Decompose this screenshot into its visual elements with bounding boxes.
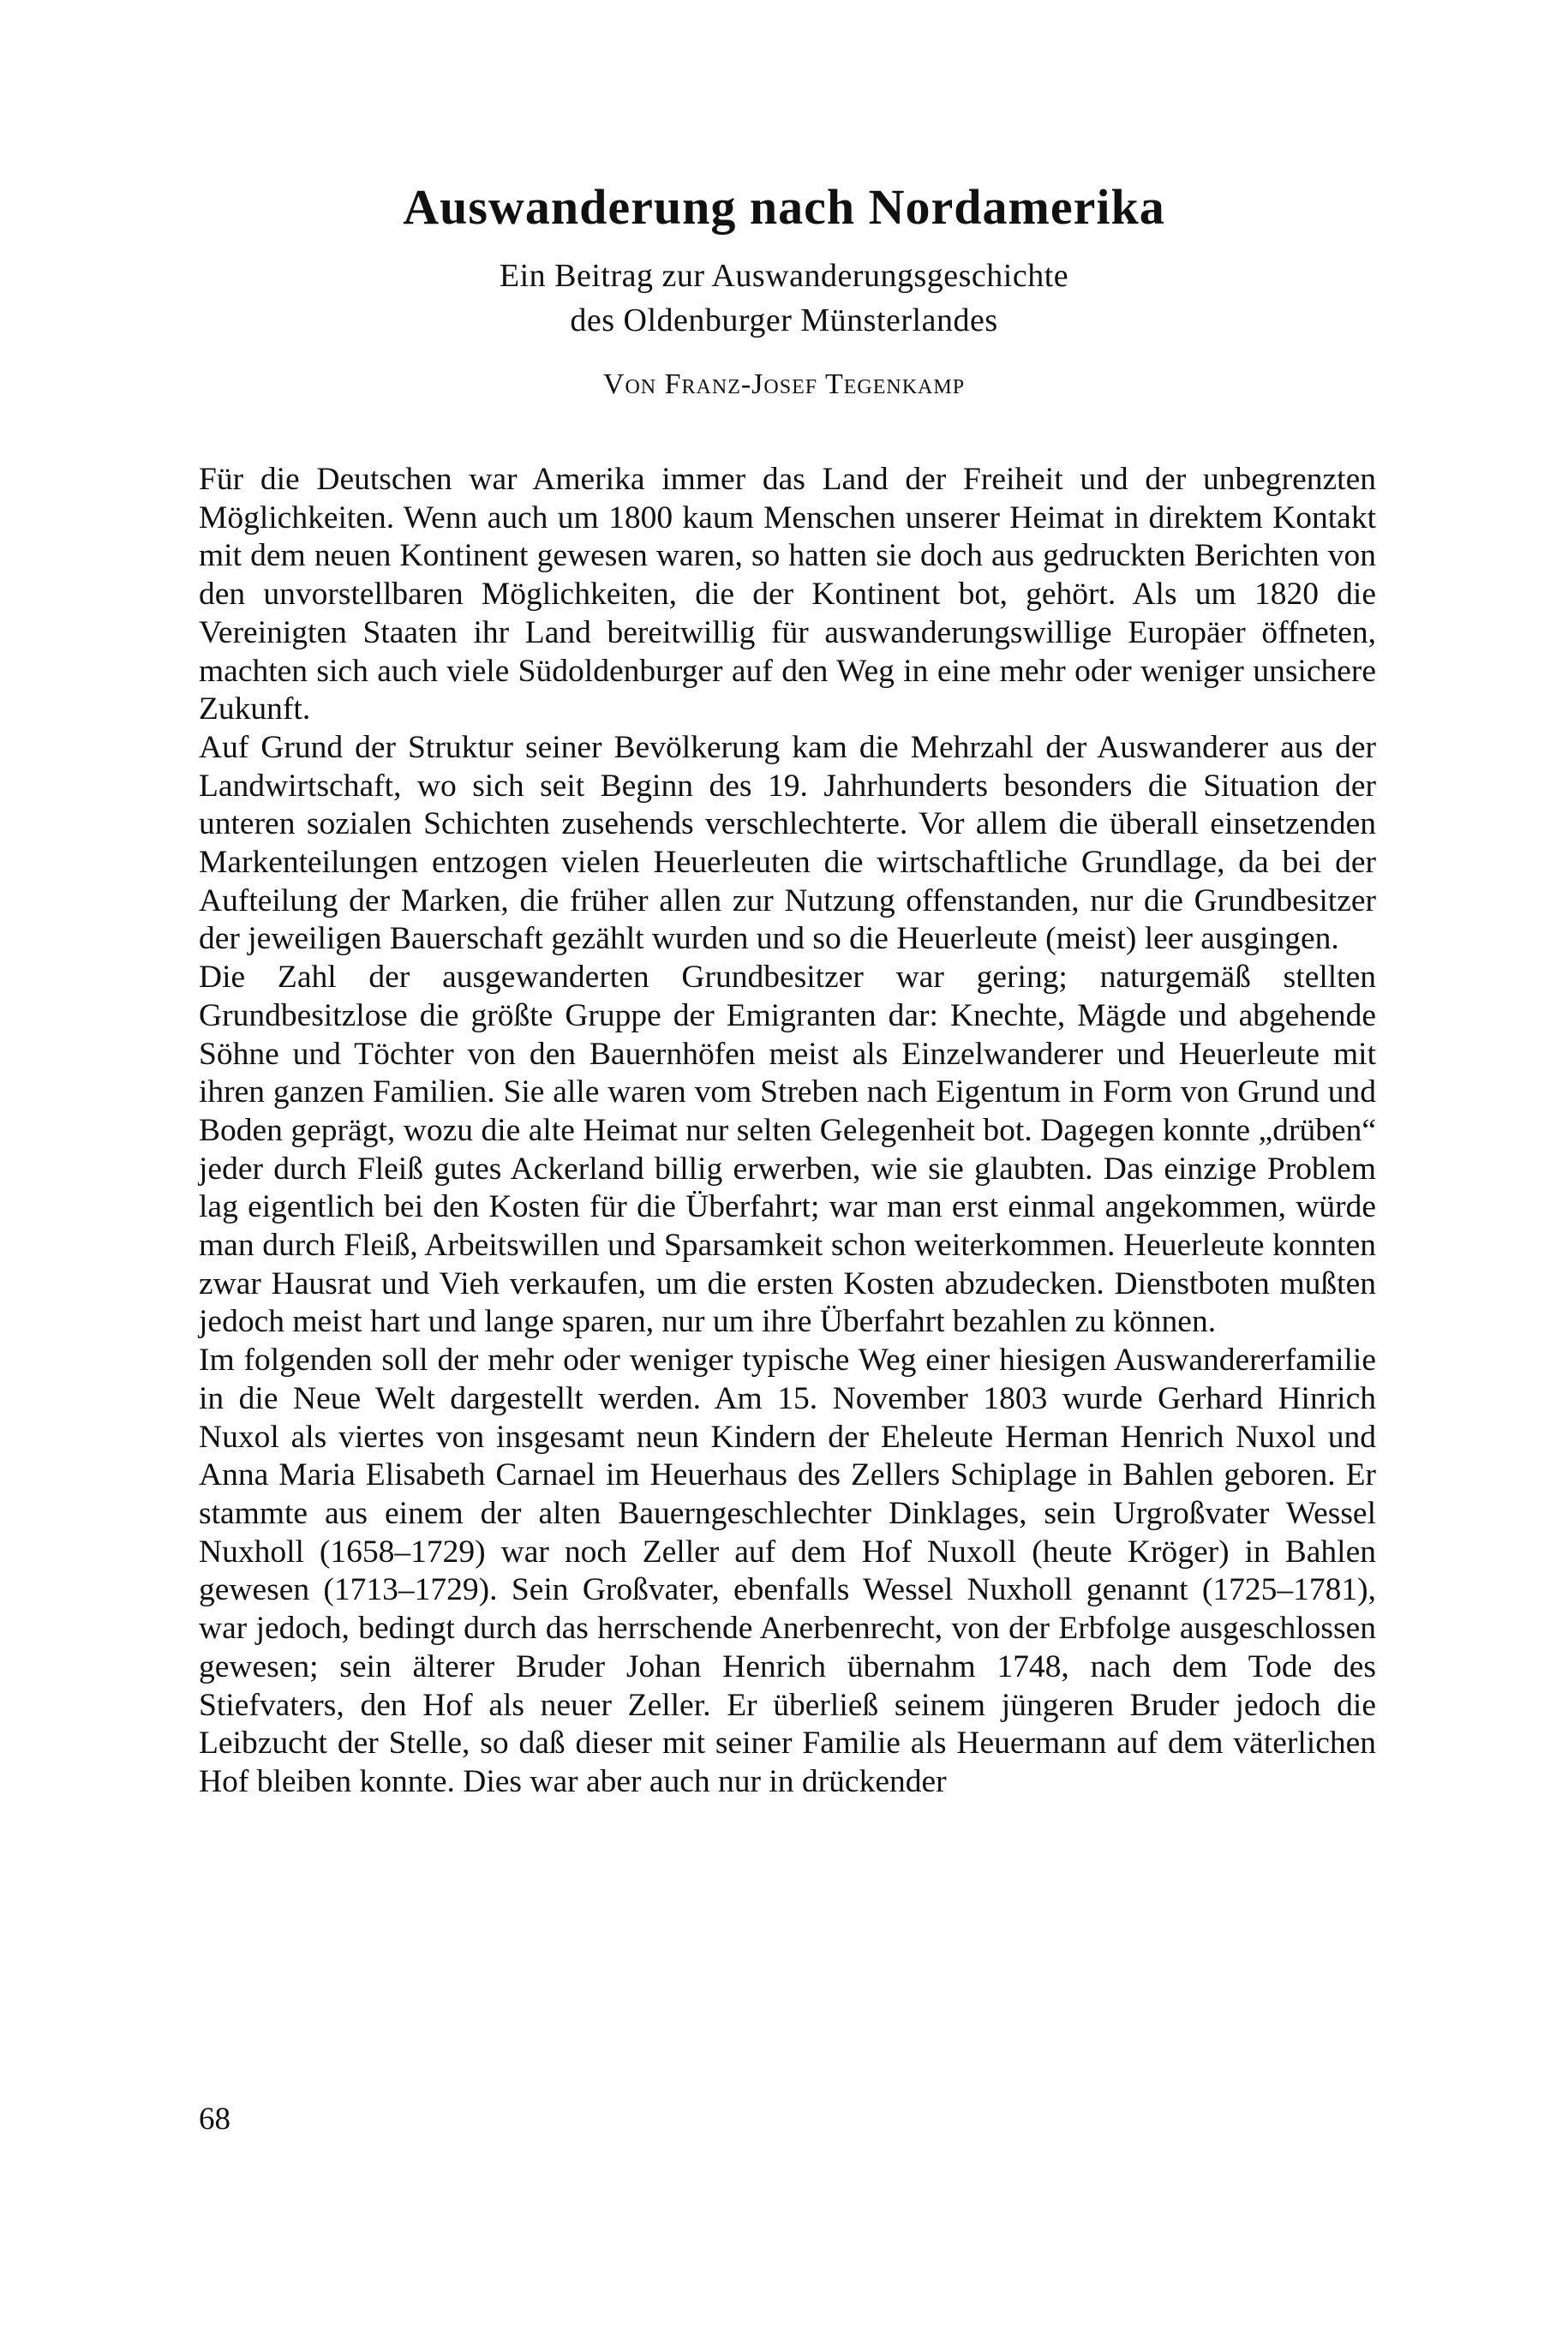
- body-paragraph-4: Im folgenden soll der mehr oder weniger typische Weg einer hiesigen Auswandererfamilie in die Neue Welt dargestellt werden. Am 15. November 1803 wurde Gerhard Hinrich Nuxol als viertes von insgesamt neun Kindern der Eheleute Herman Henrich Nuxol und Anna Maria Elisabeth Carnael im Heuerhaus des Zellers Schiplage in Bahlen geboren. Er stammte aus einem der alten Bauerngeschlechter Dinklages, sein Urgroßvater Wessel Nuxholl (1658–1729) war noch Zeller auf dem Hof Nuxoll (heute Kröger) in Bahlen gewesen (1713–1729). Sein Großvater, ebenfalls Wessel Nuxholl genannt (1725–1781), war jedoch, bedingt durch das herrschende Anerbenrecht, von der Erbfolge ausgeschlossen gewesen; sein älterer Bruder Johan Henrich übernahm 1748, nach dem Tode des Stiefvaters, den Hof als neuer Zeller. Er überließ seinem jüngeren Bruder jedoch die Leibzucht der Stelle, so daß dieser mit seiner Familie als Heuermann auf dem väterlichen Hof bleiben konnte. Dies war aber auch nur in drückender: [199, 1343, 1376, 1799]
- body-paragraph-2: Auf Grund der Struktur seiner Bevölkerung kam die Mehrzahl der Auswanderer aus der Landwirtschaft, wo sich seit Beginn des 19. Jahrhunderts besonders die Situation der unteren sozialen Schichten zusehends verschlechterte. Vor allem die überall einsetzenden Markenteilungen entzogen vielen Heuerleuten die wirtschaftliche Grundlage, da bei der Aufteilung der Marken, die früher allen zur Nutzung offenstanden, nur die Grundbesitzer der jeweiligen Bauerschaft gezählt wurden und so die Heuerleute (meist) leer ausgingen.: [199, 729, 1376, 957]
- body-paragraph-3: Die Zahl der ausgewanderten Grundbesitzer war gering; naturgemäß stellten Grundbesitzlose die größte Gruppe der Emigranten dar: Knechte, Mägde und abgehende Söhne und Töchter von den Bauernhöfen meist als Einzelwanderer und Heuerleute mit ihren ganzen Familien. Sie alle waren vom Streben nach Eigentum in Form von Grund und Boden geprägt, wozu die alte Heimat nur selten Gelegenheit bot. Dagegen konnte „drüben“ jeder durch Fleiß gutes Ackerland billig erwerben, wie sie glaubten. Das einzige Problem lag eigentlich bei den Kosten für die Überfahrt; war man erst einmal angekommen, würde man durch Fleiß, Arbeitswillen und Sparsamkeit schon weiterkommen. Heuerleute konnten zwar Hausrat und Vieh verkaufen, um die ersten Kosten abzudecken. Dienstboten mußten jedoch meist hart und lange sparen, nur um ihre Überfahrt bezahlen zu können.: [199, 960, 1376, 1340]
- article-title: Auswanderung nach Nordamerika: [403, 179, 1165, 235]
- article-body: [199, 461, 1376, 1802]
- page-number: 68: [199, 2102, 230, 2137]
- article-author: Von Franz-Josef Tegenkamp: [602, 368, 966, 400]
- article-subtitle-line-1: Ein Beitrag zur Auswanderungsgeschichte: [499, 258, 1069, 294]
- body-paragraph-1: Für die Deutschen war Amerika immer das Land der Freiheit und der unbegrenzten Möglichkeiten. Wenn auch um 1800 kaum Menschen unserer Heimat in direktem Kontakt mit dem neuen Kontinent gewesen waren, so hatten sie doch aus gedruckten Berichten von den unvorstellbaren Möglichkeiten, die der Kontinent bot, gehört. Als um 1820 die Vereinigten Staaten ihr Land bereitwillig für auswanderungswillige Europäer öffneten, machten sich auch viele Südoldenburger auf den Weg in eine mehr oder weniger unsichere Zukunft.: [199, 462, 1376, 727]
- article-subtitle-line-2: des Oldenburger Münsterlandes: [570, 302, 998, 338]
